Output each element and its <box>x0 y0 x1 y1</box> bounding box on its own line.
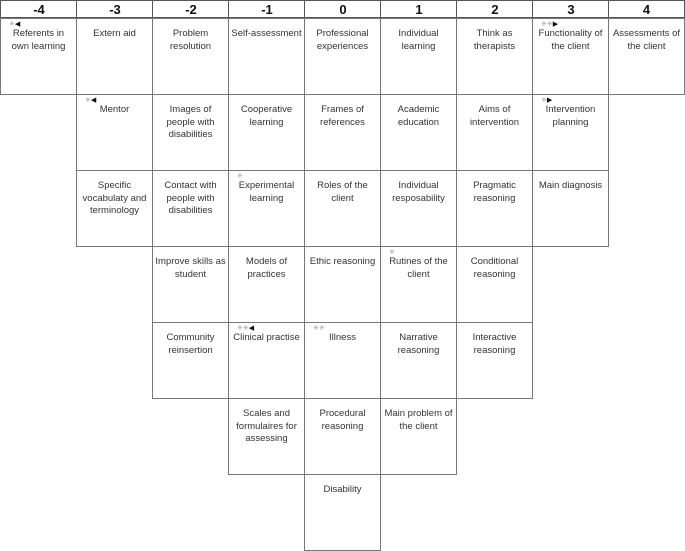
column-header: -4 <box>0 0 77 18</box>
cell-label: Pragmatic reasoning <box>473 180 516 204</box>
marker-icon <box>541 97 552 104</box>
grid-cell <box>304 398 381 475</box>
marker-icon <box>237 173 243 180</box>
grid-cell <box>304 474 381 551</box>
cell-label: Narrative reasoning <box>397 332 440 356</box>
grid-cell <box>152 18 229 95</box>
grid-cell <box>152 170 229 247</box>
cell-label: Illness <box>329 332 356 343</box>
grid-cell <box>380 322 457 399</box>
column-header: -3 <box>76 0 153 18</box>
cell-label: Professional experiences <box>316 28 369 52</box>
cell-label: Main diagnosis <box>538 180 603 191</box>
grid-cell <box>228 322 305 399</box>
cell-label: Experimental learning <box>238 180 295 204</box>
cell-label: Cooperative learning <box>240 104 293 128</box>
marker-icon <box>389 249 395 256</box>
grid-cell <box>456 94 533 171</box>
cell-label: Intervention planning <box>545 104 596 128</box>
cell-label: Roles of the client <box>317 180 368 204</box>
arrow-left-icon: ◀ <box>90 97 97 104</box>
star-icon: ✳✳ <box>541 21 553 28</box>
grid-cell <box>76 18 153 95</box>
cell-label: Referents in own learning <box>11 28 66 52</box>
arrow-left-icon: ◀ <box>14 21 21 28</box>
cell-label: Assessments of the client <box>612 28 681 52</box>
marker-icon <box>313 325 325 332</box>
column-header: 4 <box>608 0 685 18</box>
cell-label: Procedural reasoning <box>319 408 366 432</box>
grid-cell <box>380 398 457 475</box>
column-header: 3 <box>532 0 609 18</box>
grid-cell <box>152 322 229 399</box>
grid-cell <box>380 94 457 171</box>
cell-label: Disability <box>323 484 362 495</box>
cell-label: Models of practices <box>245 256 288 280</box>
cell-label: Aims of intervention <box>469 104 520 128</box>
grid-cell <box>456 322 533 399</box>
cell-label: Clinical practise <box>233 332 300 343</box>
grid-cell <box>304 322 381 399</box>
grid-cell <box>228 398 305 475</box>
arrow-right-icon: ▶ <box>546 97 553 104</box>
cell-label: Academic education <box>397 104 440 128</box>
cell-label: Ethic reasoning <box>309 256 376 267</box>
grid-cell <box>304 170 381 247</box>
marker-icon <box>85 97 96 104</box>
star-icon: ✳✳ <box>313 325 325 332</box>
star-icon: ✳✳ <box>237 325 249 332</box>
grid-cell <box>76 94 153 171</box>
star-icon: ✳ <box>85 97 91 104</box>
grid-cell <box>152 94 229 171</box>
column-header: 0 <box>304 0 381 18</box>
grid-cell <box>304 94 381 171</box>
star-icon: ✳ <box>389 249 395 256</box>
cell-label: Problem resolution <box>169 28 212 52</box>
cell-label: Functionality of the client <box>538 28 603 52</box>
star-icon: ✳ <box>9 21 15 28</box>
grid-cell <box>380 170 457 247</box>
arrow-right-icon: ▶ <box>552 21 559 28</box>
grid-cell <box>532 94 609 171</box>
cell-label: Mentor <box>99 104 130 115</box>
cell-label: Individual learning <box>398 28 439 52</box>
arrow-left-icon: ◀ <box>248 325 255 332</box>
grid-cell <box>228 170 305 247</box>
grid-cell <box>228 94 305 171</box>
grid-cell <box>380 246 457 323</box>
cell-label: Scales and formulaires for assessing <box>236 408 297 444</box>
cell-label: Contact with people with disabilities <box>164 180 217 216</box>
grid-cell <box>304 246 381 323</box>
cell-label: Main problem of the client <box>384 408 453 432</box>
cell-label: Community reinsertion <box>166 332 215 356</box>
cell-label: Individual resposability <box>392 180 445 204</box>
star-icon: ✳ <box>237 173 243 180</box>
column-header: 1 <box>380 0 457 18</box>
marker-icon <box>541 21 558 28</box>
grid-cell <box>228 18 305 95</box>
grid-cell <box>532 170 609 247</box>
grid-cell <box>456 246 533 323</box>
cell-label: Conditional reasoning <box>470 256 519 280</box>
cell-label: Self-assessment <box>231 28 302 39</box>
grid-cell <box>532 18 609 95</box>
grid-cell <box>304 18 381 95</box>
cell-label: Specific vocabulaty and terminology <box>82 180 147 216</box>
column-header: 2 <box>456 0 533 18</box>
star-icon: ✳ <box>541 97 547 104</box>
column-header: -1 <box>228 0 305 18</box>
cell-label: Frames of references <box>320 104 365 128</box>
grid-cell <box>152 246 229 323</box>
grid-cell <box>456 18 533 95</box>
column-header: -2 <box>152 0 229 18</box>
cell-label: Improve skills as student <box>155 256 226 280</box>
grid-cell <box>380 18 457 95</box>
cell-label: Think as therapists <box>473 28 516 52</box>
cell-label: Rutines of the client <box>389 256 448 280</box>
grid-cell <box>0 18 77 95</box>
grid-cell <box>228 246 305 323</box>
cell-label: Interactive reasoning <box>472 332 517 356</box>
marker-icon <box>237 325 254 332</box>
grid-cell <box>456 170 533 247</box>
cell-label: Images of people with disabilities <box>166 104 215 140</box>
cell-label: Extern aid <box>93 28 136 39</box>
grid-cell <box>76 170 153 247</box>
marker-icon <box>9 21 20 28</box>
grid-cell <box>608 18 685 95</box>
